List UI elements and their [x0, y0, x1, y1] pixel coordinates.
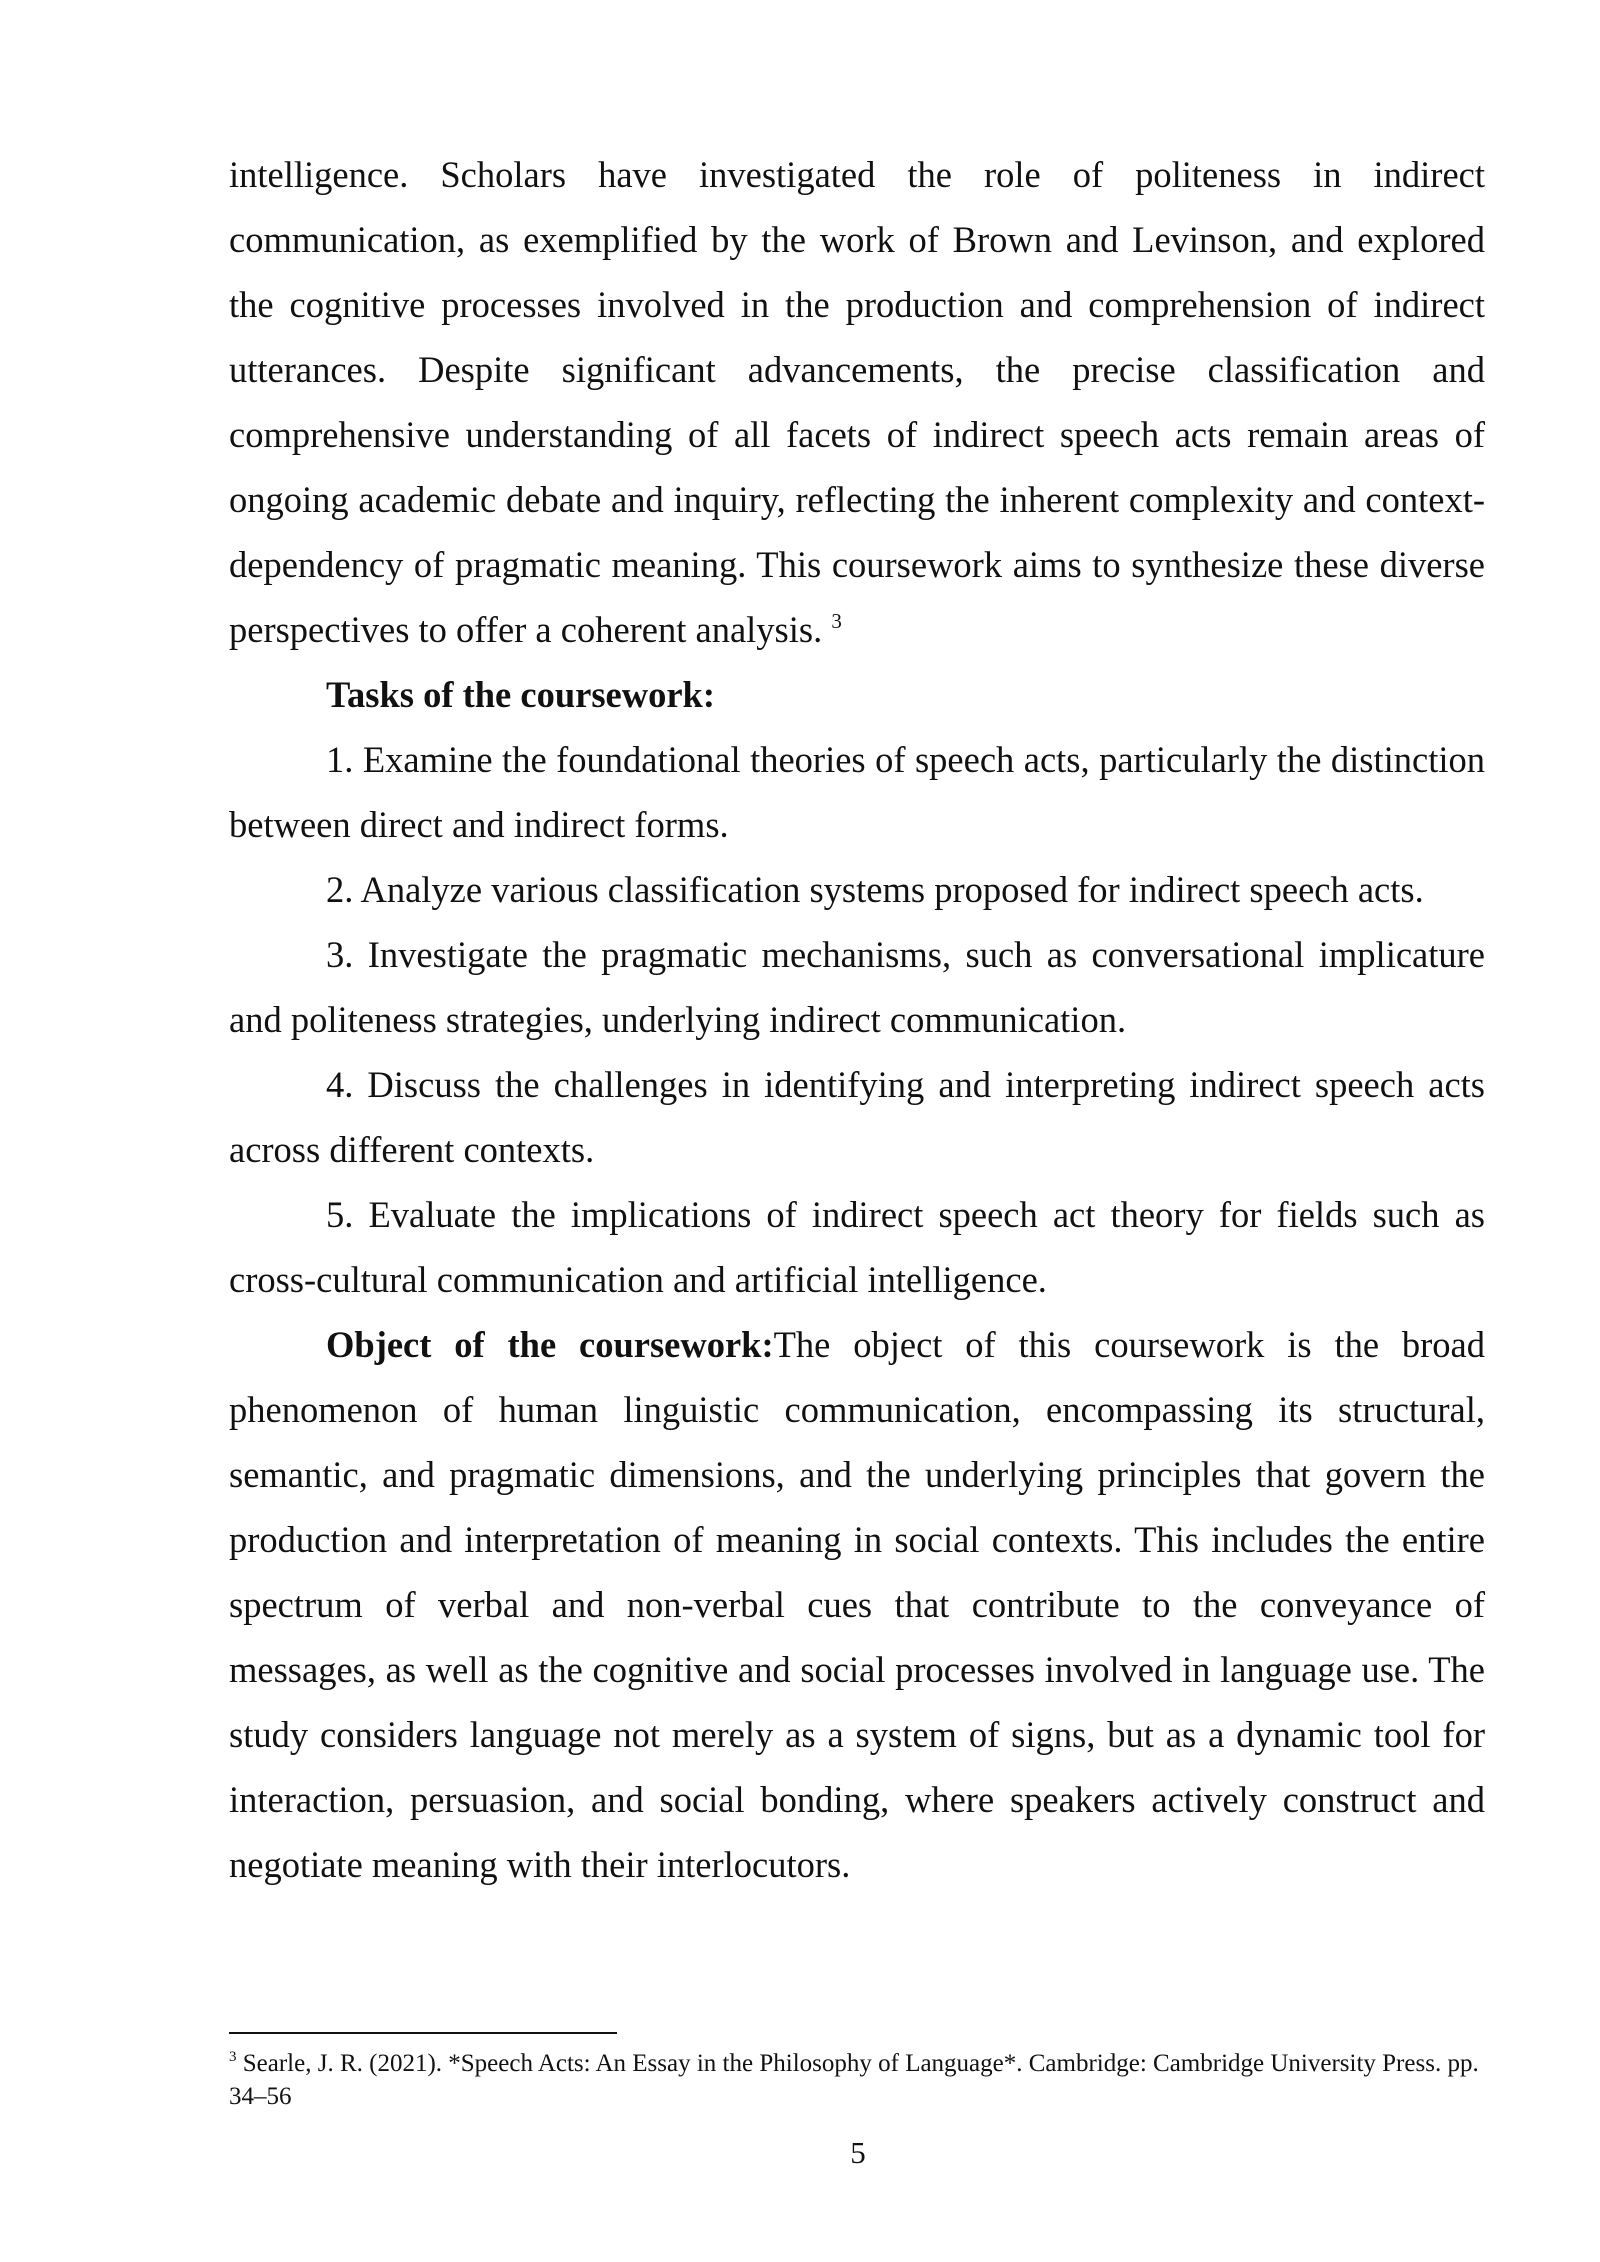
- footnote-number: 3: [229, 2049, 237, 2065]
- tasks-heading: Tasks of the coursework:: [326, 674, 716, 715]
- object-paragraph: [229, 1312, 1485, 1897]
- footnote-reference: 3: [831, 609, 842, 633]
- task-item-4: 4. Discuss the challenges in identifying and interpreting indirect speech acts across different contexts.: [229, 1064, 1485, 1170]
- main-text: [229, 142, 1485, 1897]
- footnote-text: Searle, J. R. (2021). *Speech Acts: An Essay in the Philosophy of Language*. Cambridge: Cambridge University Press. pp. 34–56: [229, 2050, 1479, 2110]
- object-heading: Object of the coursework:: [326, 1324, 774, 1365]
- task-item-3: 3. Investigate the pragmatic mechanisms, such as conversational implicature and politeness strategies, underlying indirect communication.: [229, 934, 1485, 1040]
- task-item-5: 5. Evaluate the implications of indirect speech act theory for fields such as cross-cultural communication and artificial intelligence.: [229, 1194, 1485, 1300]
- footnote-separator: [229, 2032, 617, 2034]
- intro-paragraph-text: intelligence. Scholars have investigated the role of politeness in indirect communication, as exemplified by the work of Brown and Levinson, and explored the cognitive processes involved in the production and comprehension of indirect utterances. Despite significant advancements, the precise classification and comprehensive understanding of all facets of indirect speech acts remain areas of ongoing academic debate and inquiry, reflecting the inherent complexity and context-dependency of pragmatic meaning. This coursework aims to synthesize these diverse perspectives to offer a coherent analysis.: [229, 154, 1485, 650]
- task-item-2: 2. Analyze various classification systems proposed for indirect speech acts.: [326, 869, 1424, 910]
- footnote: [229, 2047, 1485, 2113]
- task-item-1: 1. Examine the foundational theories of speech acts, particularly the distinction between direct and indirect forms.: [229, 739, 1485, 845]
- intro-paragraph: [229, 142, 1485, 662]
- page-number: 5: [850, 2135, 866, 2170]
- object-text: The object of this coursework is the broad phenomenon of human linguistic communication, encompassing its structural, semantic, and pragmatic dimensions, and the underlying principles that govern the production and interpretation of meaning in social contexts. This includes the entire spectrum of verbal and non-verbal cues that contribute to the conveyance of messages, as well as the cognitive and social processes involved in language use. The study considers language not merely as a system of signs, but as a dynamic tool for interaction, persuasion, and social bonding, where speakers actively construct and negotiate meaning with their interlocutors.: [229, 1324, 1485, 1885]
